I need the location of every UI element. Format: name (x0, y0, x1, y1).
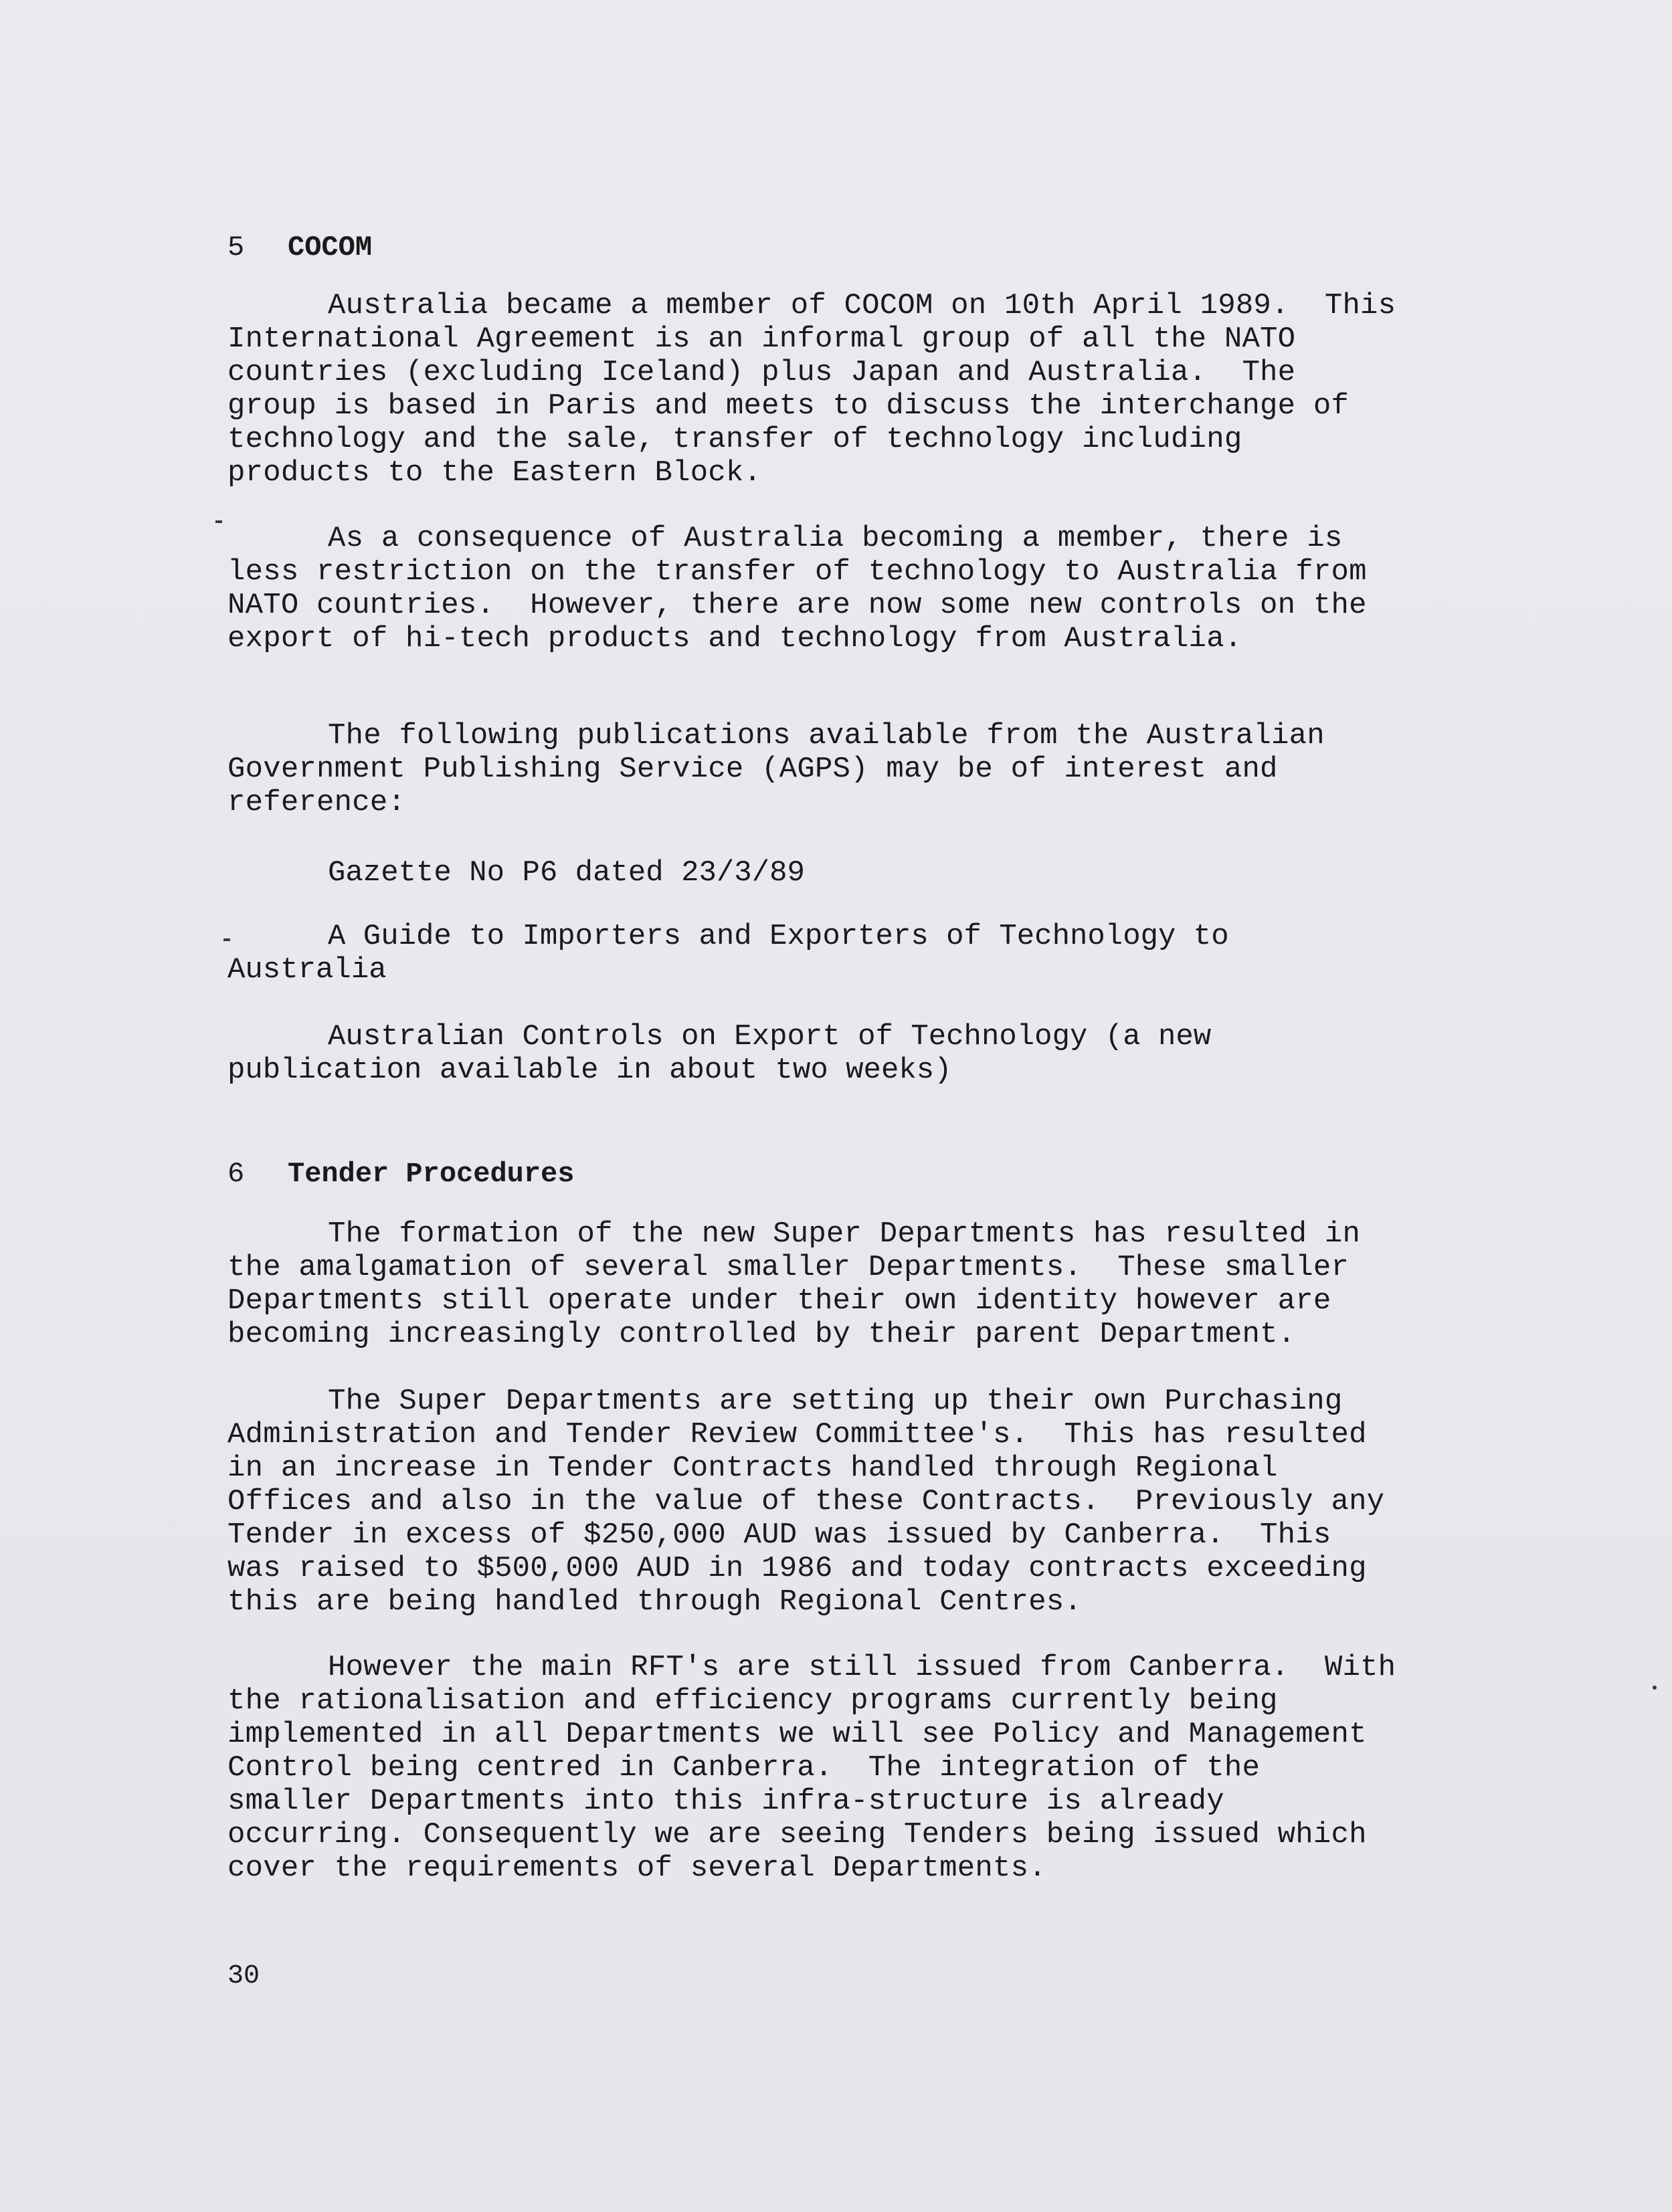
paragraph-purchasing-administration: The Super Departments are setting up their own Purchasing Administration and Tender Review Committee's. This has resulted in an increase in Tender Contracts handled through Regional Offices and also in the value of these Contracts. Previously any Tender in excess of $250,000 AUD was issued by Canberra. This was raised to $500,000 AUD in 1986 and today contracts exceeding this are being handled through Regional Centres. (227, 1385, 1385, 1619)
section-heading-tender (227, 1157, 574, 1191)
page-number: 30 (227, 1961, 260, 1991)
paragraph-cocom-consequence: As a consequence of Australia becoming a member, there is less restriction on the transfer of technology to Australia from NATO countries. However, there are now some new controls on the export of hi-tech products and technology from Australia. (227, 522, 1367, 656)
section-number: 5 (227, 231, 245, 264)
scan-mark (215, 520, 222, 523)
section-number: 6 (227, 1158, 245, 1190)
paragraph-rft-canberra: However the main RFT's are still issued from Canberra. With the rationalisation and efficiency programs currently being implemented in all Departments we will see Policy and Management Control being centred in Canberra. The integration of the smaller Departments into this infra-structure is already occurring. Consequently we are seeing Tenders being issued which cover the requirements of several Departments. (227, 1651, 1396, 1885)
section-heading-cocom (227, 231, 372, 264)
section-title: Tender Procedures (288, 1158, 575, 1190)
paragraph-publications-intro: The following publications available from the Australian Government Publishing Service (AGPS) may be of interest and reference: (227, 719, 1325, 819)
scan-mark (1653, 1686, 1657, 1690)
section-title: COCOM (288, 231, 373, 264)
publication-item: Australian Controls on Export of Technology (a new publication available in about two weeks) (227, 1020, 1212, 1087)
publication-item: A Guide to Importers and Exporters of Technology to Australia (227, 920, 1229, 987)
paragraph-cocom-membership: Australia became a member of COCOM on 10th April 1989. This International Agreement is an informal group of all the NATO countries (excluding Iceland) plus Japan and Australia. The group is based in Paris and meets to discuss the interchange of technology and the sale, transfer of technology including products to the Eastern Block. (227, 289, 1396, 490)
publication-item: Gazette No P6 dated 23/3/89 (328, 856, 805, 890)
paragraph-super-departments: The formation of the new Super Departments has resulted in the amalgamation of several smaller Departments. These smaller Departments still operate under their own identity however are becoming increasingly controlled by their parent Department. (227, 1217, 1361, 1351)
